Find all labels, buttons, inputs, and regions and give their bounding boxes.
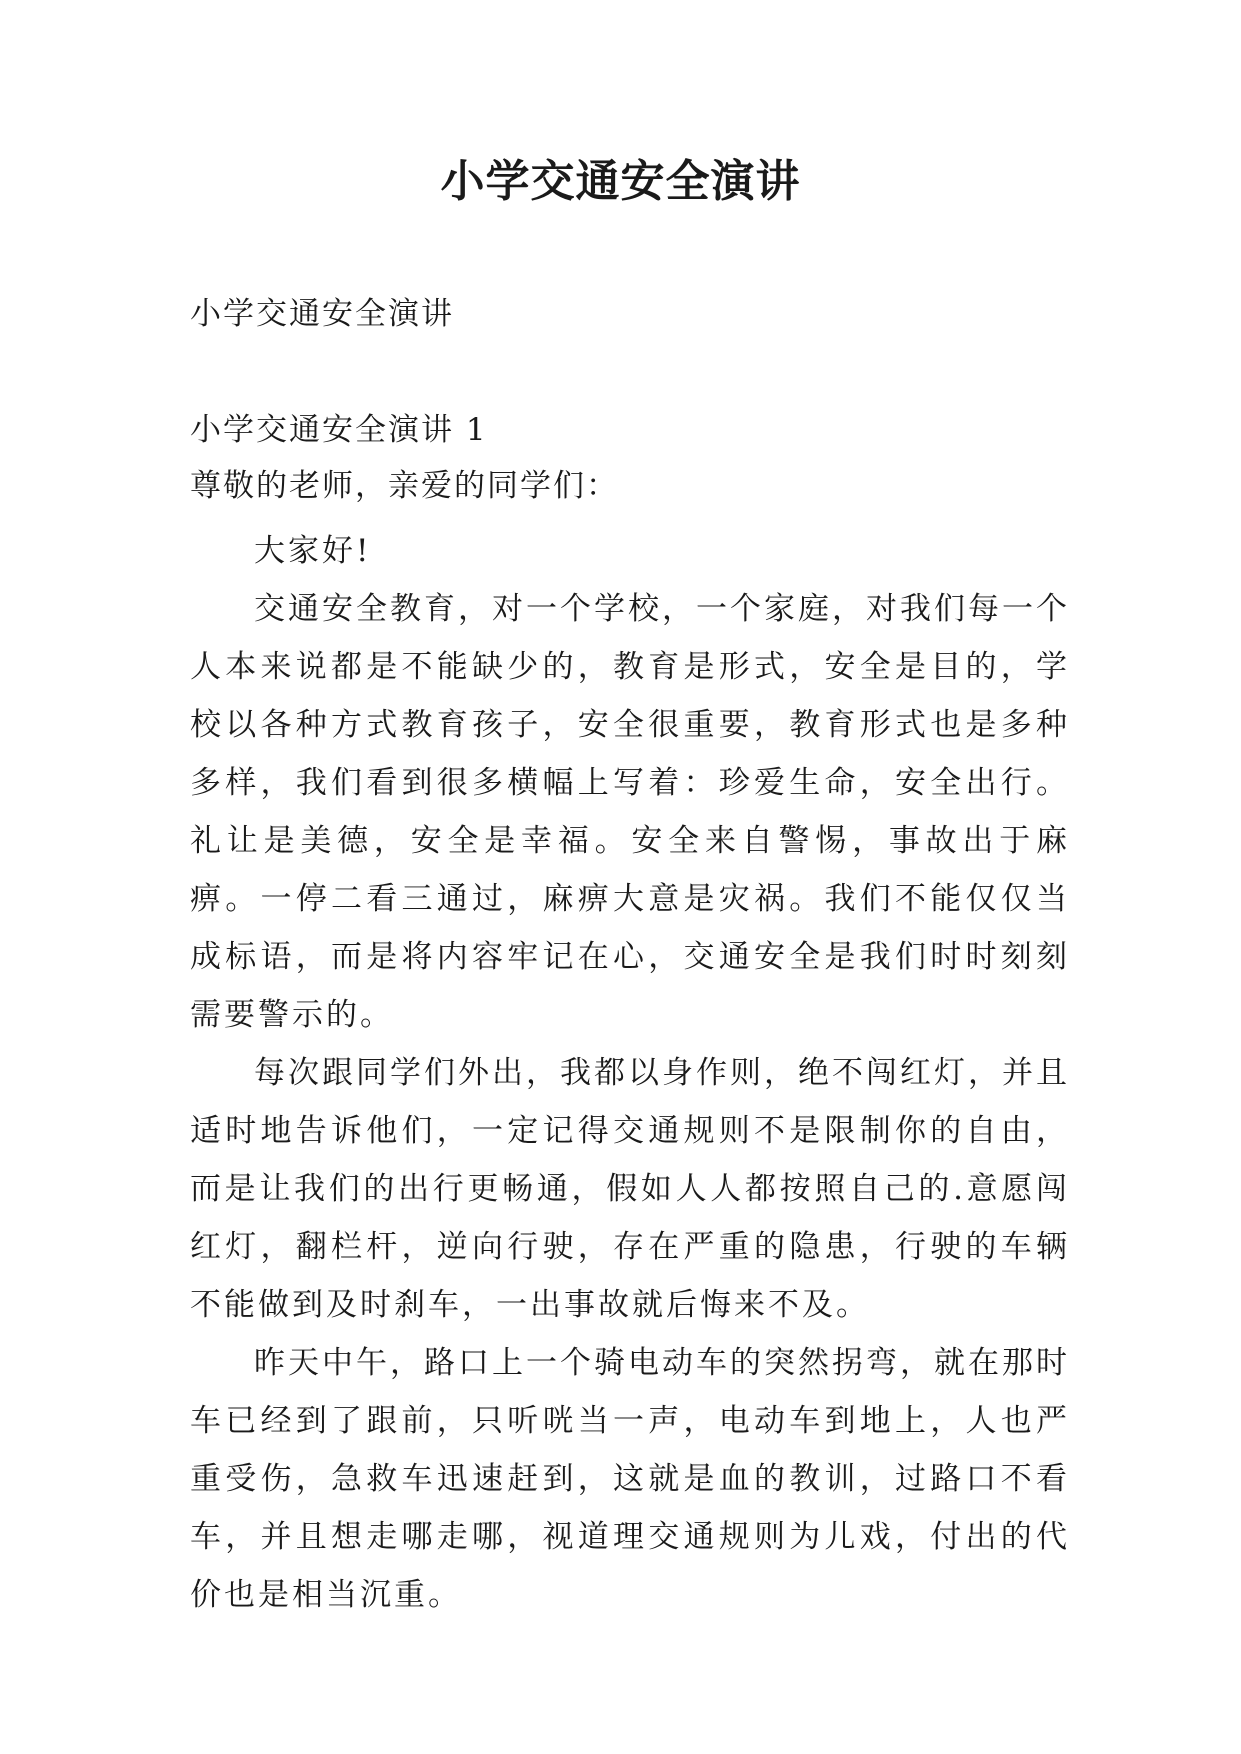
speech-body bbox=[190, 522, 1070, 1624]
body-paragraph: 交通安全教育，对一个学校，一个家庭，对我们每一个人本来说都是不能缺少的，教育是形式，安全是目的，学校以各种方式教育孩子，安全很重要，教育形式也是多种多样，我们看到很多横幅上写着：珍爱生命，安全出行。礼让是美德，安全是幸福。安全来自警惕，事故出于麻痹。一停二看三通过，麻痹大意是灾祸。我们不能仅仅当成标语，而是将内容牢记在心，交通安全是我们时时刻刻需要警示的。 bbox=[190, 591, 1070, 1033]
body-paragraph: 昨天中午，路口上一个骑电动车的突然拐弯，就在那时车已经到了跟前，只听咣当一声，电动车到地上，人也严重受伤，急救车迅速赶到，这就是血的教训，过路口不看车，并且想走哪走哪，视道理交通规则为儿戏，付出的代价也是相当沉重。 bbox=[190, 1345, 1070, 1613]
greeting-paragraph: 大家好! bbox=[254, 533, 372, 569]
document-title: 小学交通安全演讲 bbox=[440, 156, 801, 207]
salutation: 尊敬的老师，亲爱的同学们： bbox=[190, 468, 619, 504]
document-subtitle: 小学交通安全演讲 bbox=[190, 296, 454, 332]
body-paragraph: 每次跟同学们外出，我都以身作则，绝不闯红灯，并且适时地告诉他们，一定记得交通规则不是限制你的自由，而是让我们的出行更畅通，假如人人都按照自己的.意愿闯红灯，翻栏杆，逆向行驶，存在严重的隐患，行驶的车辆不能做到及时刹车，一出事故就后悔来不及。 bbox=[190, 1055, 1070, 1323]
speech-heading: 小学交通安全演讲 1 bbox=[190, 412, 488, 448]
